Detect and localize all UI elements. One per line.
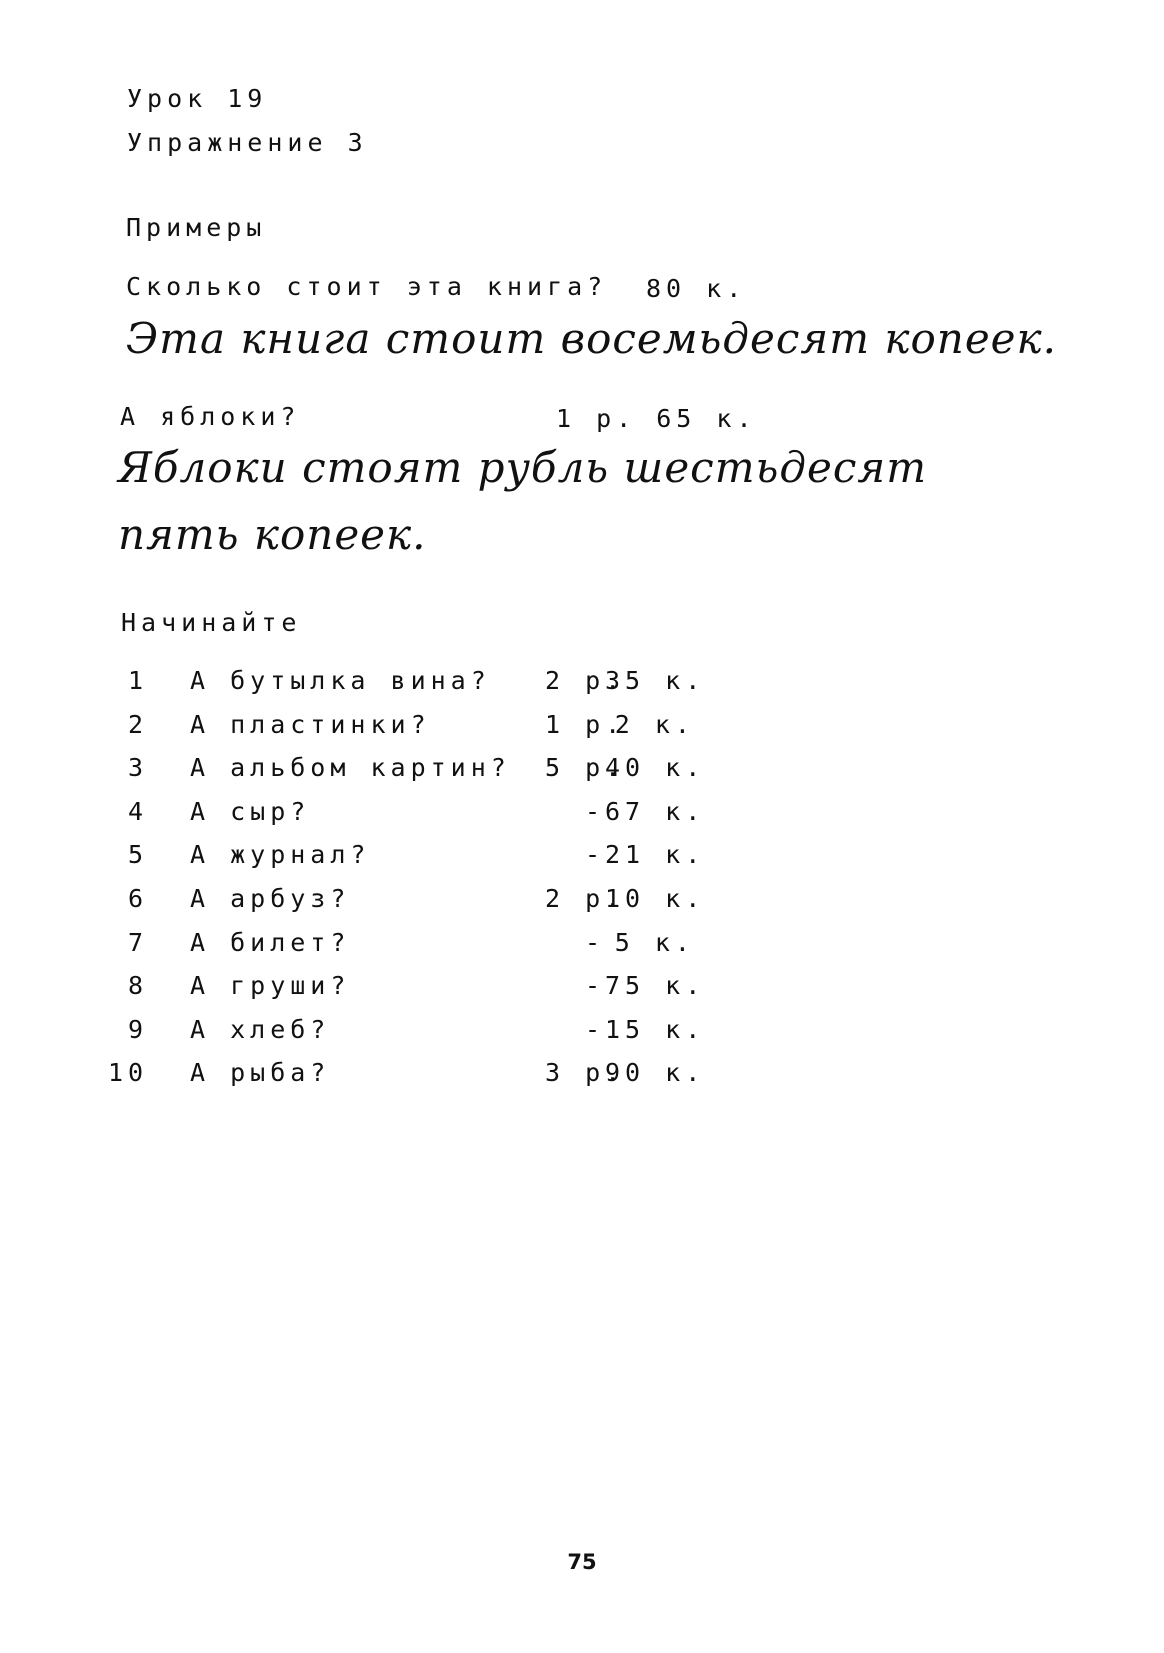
item-kopecks: 35 к.: [605, 666, 706, 695]
example-1-answer: Эта книга стоит восемьдесят копеек.: [126, 314, 1057, 363]
example-2-answer-line-2: пять копеек.: [118, 510, 427, 559]
item-question: А груши?: [190, 971, 351, 1001]
item-kopecks: 75 к.: [605, 971, 706, 1001]
item-question: А пластинки?: [190, 709, 431, 739]
example-2-price: 1 р. 65 к.: [556, 404, 757, 433]
item-question: А арбуз?: [190, 884, 351, 913]
item-number: 5: [127, 840, 148, 870]
list-item: [0, 971, 1164, 1015]
exercise-title: Упражнение 3: [127, 128, 368, 157]
examples-heading: Примеры: [126, 213, 267, 242]
item-rubles: -: [584, 1014, 605, 1044]
list-item: [0, 1058, 1164, 1102]
item-number: 7: [127, 927, 148, 957]
item-kopecks: 15 к.: [605, 1014, 706, 1044]
list-item: [0, 666, 1164, 710]
list-item: [0, 753, 1164, 797]
example-1-question: Сколько стоит эта книга?: [126, 272, 608, 301]
item-number: 4: [127, 796, 148, 826]
example-2-answer-line-1: Яблоки стоят рубль шестьдесят: [118, 443, 928, 492]
item-kopecks: 5 к.: [614, 927, 695, 957]
item-rubles: -: [584, 927, 605, 957]
item-question: А журнал?: [190, 840, 371, 870]
item-rubles: 3 р.: [545, 1058, 626, 1088]
item-kopecks: 21 к.: [605, 840, 706, 870]
item-rubles: -: [584, 840, 605, 870]
item-kopecks: 67 к.: [605, 796, 706, 826]
item-rubles: 1 р.: [545, 709, 626, 739]
example-1-price: 80 к.: [646, 274, 747, 303]
example-2-question: А яблоки?: [120, 402, 301, 431]
item-kopecks: 40 к.: [605, 753, 706, 783]
item-kopecks: 10 к.: [605, 884, 706, 913]
list-item: [0, 710, 1164, 754]
item-rubles: 2 р.: [545, 666, 626, 695]
item-question: А альбом картин?: [190, 753, 511, 783]
item-number: 6: [127, 884, 148, 913]
item-question: А сыр?: [190, 796, 311, 826]
item-number: 3: [127, 753, 148, 783]
item-number: 1: [127, 666, 148, 695]
page-number: 75: [567, 1550, 597, 1574]
item-kopecks: 2 к.: [614, 709, 695, 739]
item-question: А бутылка вина?: [190, 666, 491, 695]
item-rubles: -: [584, 796, 605, 826]
item-rubles: 5 р.: [545, 753, 626, 783]
list-item: [0, 884, 1164, 928]
item-question: А билет?: [190, 927, 351, 957]
item-question: А рыба?: [190, 1058, 331, 1088]
item-number: 9: [127, 1014, 148, 1044]
item-question: А хлеб?: [190, 1014, 331, 1044]
item-number: 8: [127, 971, 148, 1001]
item-number: 10: [108, 1058, 149, 1088]
item-rubles: -: [584, 971, 605, 1001]
list-item: [0, 840, 1164, 884]
item-rubles: 2 р.: [545, 884, 626, 913]
list-item: [0, 1015, 1164, 1059]
list-item: [0, 928, 1164, 972]
list-item: [0, 797, 1164, 841]
item-number: 2: [127, 709, 148, 739]
lesson-title: Урок 19: [127, 84, 268, 113]
start-heading: Начинайте: [121, 608, 302, 637]
item-kopecks: 90 к.: [605, 1058, 706, 1088]
